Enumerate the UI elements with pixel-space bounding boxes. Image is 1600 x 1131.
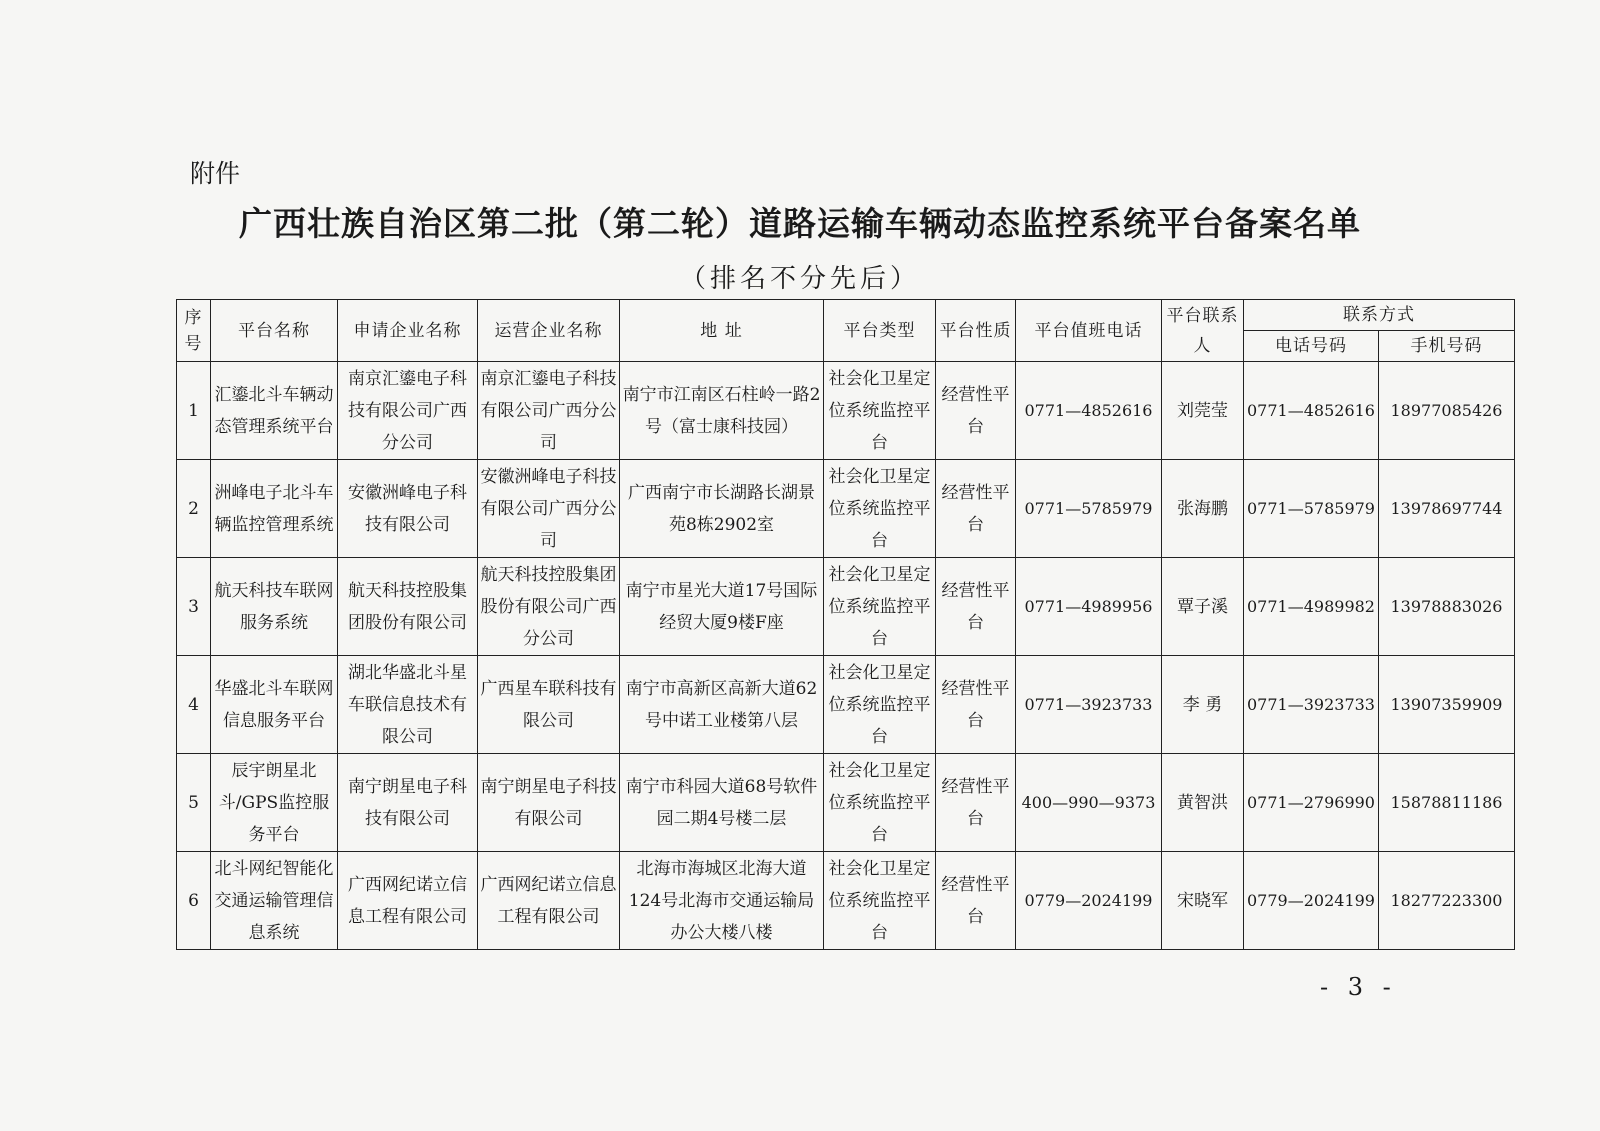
cell-platform-nature: 经营性平台 — [936, 362, 1016, 460]
cell-phone: 0771—5785979 — [1244, 460, 1379, 558]
cell-address: 广西南宁市长湖路长湖景苑8栋2902室 — [620, 460, 824, 558]
cell-mobile: 15878811186 — [1379, 754, 1515, 852]
cell-platform-nature: 经营性平台 — [936, 460, 1016, 558]
header-platform-type: 平台类型 — [824, 300, 936, 362]
cell-applicant: 广西网纪诺立信息工程有限公司 — [338, 852, 478, 950]
cell-seq: 3 — [177, 558, 211, 656]
cell-duty-phone: 0771—3923733 — [1016, 656, 1162, 754]
table-row — [177, 656, 1515, 754]
table-row — [177, 362, 1515, 460]
cell-platform-nature: 经营性平台 — [936, 656, 1016, 754]
header-applicant: 申请企业名称 — [338, 300, 478, 362]
cell-platform-name: 北斗网纪智能化交通运输管理信息系统 — [211, 852, 338, 950]
page-number: - 3 - — [1320, 973, 1397, 1001]
cell-platform-type: 社会化卫星定位系统监控平台 — [824, 558, 936, 656]
cell-duty-phone: 400—990—9373 — [1016, 754, 1162, 852]
cell-platform-name: 洲峰电子北斗车辆监控管理系统 — [211, 460, 338, 558]
cell-contact-person: 刘莞莹 — [1162, 362, 1244, 460]
cell-address: 南宁市高新区高新大道62号中诺工业楼第八层 — [620, 656, 824, 754]
cell-applicant: 南京汇鎏电子科技有限公司广西分公司 — [338, 362, 478, 460]
header-duty-phone: 平台值班电话 — [1016, 300, 1162, 362]
cell-operator: 广西网纪诺立信息工程有限公司 — [478, 852, 620, 950]
cell-duty-phone: 0771—5785979 — [1016, 460, 1162, 558]
cell-platform-type: 社会化卫星定位系统监控平台 — [824, 460, 936, 558]
header-address: 地 址 — [620, 300, 824, 362]
cell-contact-person: 覃子溪 — [1162, 558, 1244, 656]
cell-platform-nature: 经营性平台 — [936, 852, 1016, 950]
cell-contact-person: 张海鹏 — [1162, 460, 1244, 558]
cell-applicant: 安徽洲峰电子科技有限公司 — [338, 460, 478, 558]
cell-platform-type: 社会化卫星定位系统监控平台 — [824, 852, 936, 950]
cell-applicant: 航天科技控股集团股份有限公司 — [338, 558, 478, 656]
cell-applicant: 南宁朗星电子科技有限公司 — [338, 754, 478, 852]
header-phone: 电话号码 — [1244, 331, 1379, 362]
cell-address: 南宁市江南区石柱岭一路2号（富士康科技园） — [620, 362, 824, 460]
registration-table — [176, 299, 1515, 950]
cell-platform-type: 社会化卫星定位系统监控平台 — [824, 362, 936, 460]
header-seq: 序号 — [177, 300, 211, 362]
cell-mobile: 13907359909 — [1379, 656, 1515, 754]
header-contact-group: 联系方式 — [1244, 300, 1515, 331]
cell-duty-phone: 0771—4989956 — [1016, 558, 1162, 656]
header-platform-name: 平台名称 — [211, 300, 338, 362]
cell-platform-name: 航天科技车联网服务系统 — [211, 558, 338, 656]
cell-platform-nature: 经营性平台 — [936, 754, 1016, 852]
cell-mobile: 13978697744 — [1379, 460, 1515, 558]
cell-contact-person: 宋晓军 — [1162, 852, 1244, 950]
table-row — [177, 852, 1515, 950]
cell-operator: 航天科技控股集团股份有限公司广西分公司 — [478, 558, 620, 656]
header-contact-person: 平台联系人 — [1162, 300, 1244, 362]
cell-seq: 5 — [177, 754, 211, 852]
document-title: 广西壮族自治区第二批（第二轮）道路运输车辆动态监控系统平台备案名单 — [239, 204, 1361, 243]
cell-address: 北海市海城区北海大道124号北海市交通运输局办公大楼八楼 — [620, 852, 824, 950]
cell-platform-type: 社会化卫星定位系统监控平台 — [824, 656, 936, 754]
table-row — [177, 754, 1515, 852]
cell-address: 南宁市星光大道17号国际经贸大厦9楼F座 — [620, 558, 824, 656]
cell-platform-name: 华盛北斗车联网信息服务平台 — [211, 656, 338, 754]
cell-seq: 4 — [177, 656, 211, 754]
cell-seq: 6 — [177, 852, 211, 950]
cell-operator: 安徽洲峰电子科技有限公司广西分公司 — [478, 460, 620, 558]
cell-operator: 南京汇鎏电子科技有限公司广西分公司 — [478, 362, 620, 460]
cell-phone: 0779—2024199 — [1244, 852, 1379, 950]
table-row — [177, 558, 1515, 656]
document-subtitle: （排名不分先后） — [679, 264, 920, 294]
cell-contact-person: 李 勇 — [1162, 656, 1244, 754]
cell-duty-phone: 0771—4852616 — [1016, 362, 1162, 460]
cell-operator: 南宁朗星电子科技有限公司 — [478, 754, 620, 852]
header-operator: 运营企业名称 — [478, 300, 620, 362]
cell-address: 南宁市科园大道68号软件园二期4号楼二层 — [620, 754, 824, 852]
cell-mobile: 13978883026 — [1379, 558, 1515, 656]
cell-mobile: 18977085426 — [1379, 362, 1515, 460]
cell-operator: 广西星车联科技有限公司 — [478, 656, 620, 754]
cell-seq: 1 — [177, 362, 211, 460]
cell-platform-name: 汇鎏北斗车辆动态管理系统平台 — [211, 362, 338, 460]
cell-mobile: 18277223300 — [1379, 852, 1515, 950]
cell-contact-person: 黄智洪 — [1162, 754, 1244, 852]
attachment-label: 附件 — [190, 159, 241, 188]
cell-phone: 0771—4989982 — [1244, 558, 1379, 656]
header-mobile: 手机号码 — [1379, 331, 1515, 362]
cell-applicant: 湖北华盛北斗星车联信息技术有限公司 — [338, 656, 478, 754]
cell-phone: 0771—3923733 — [1244, 656, 1379, 754]
table-row — [177, 460, 1515, 558]
header-platform-nature: 平台性质 — [936, 300, 1016, 362]
cell-platform-type: 社会化卫星定位系统监控平台 — [824, 754, 936, 852]
cell-duty-phone: 0779—2024199 — [1016, 852, 1162, 950]
cell-phone: 0771—4852616 — [1244, 362, 1379, 460]
cell-seq: 2 — [177, 460, 211, 558]
cell-phone: 0771—2796990 — [1244, 754, 1379, 852]
cell-platform-nature: 经营性平台 — [936, 558, 1016, 656]
cell-platform-name: 辰宇朗星北斗/GPS监控服务平台 — [211, 754, 338, 852]
